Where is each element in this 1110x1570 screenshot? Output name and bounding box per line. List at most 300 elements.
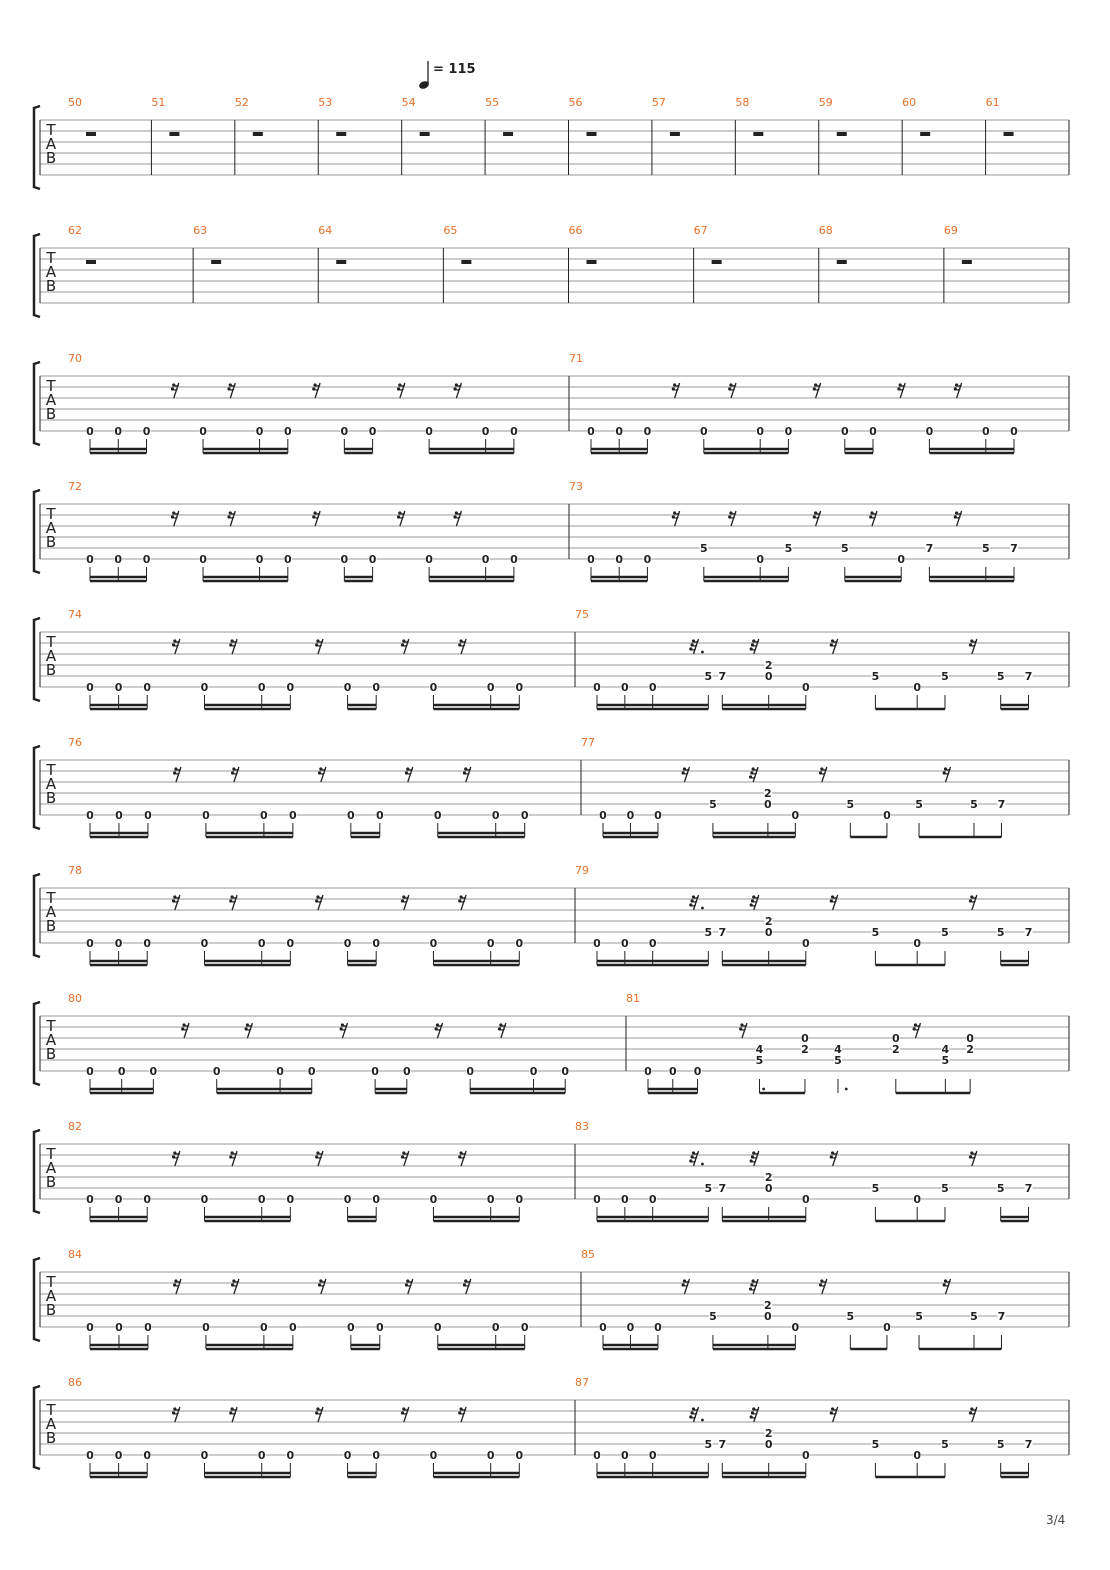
fret-number: 0 [212,1065,221,1078]
fret-number: 0 [515,1449,524,1462]
rest-flag-dot [969,1155,972,1158]
fret-number: 0 [654,1321,662,1334]
tab-clef-letter: A [45,1415,57,1433]
fret-number: 0 [86,1065,94,1078]
tab-clef-letter: B [45,789,57,807]
fret-number: 0 [648,1193,657,1206]
rest-flag-dot [231,1407,234,1410]
rest-flag-dot [691,1411,694,1414]
rest-flag-dot [173,771,176,774]
rest-flag-dot [229,383,232,386]
fret-number: 0 [515,681,524,694]
rest-flag-dot [970,895,973,898]
fret-number: 0 [913,681,921,694]
rest-flag-dot [751,643,754,646]
rest-flag-dot [229,511,232,514]
rest-flag-dot [683,1279,686,1282]
measure-number: 80 [68,992,82,1005]
fret-number: 0 [286,681,295,694]
tab-clef-letter: A [45,647,57,665]
fret-number: 0 [368,425,377,438]
fret-number: 0 [86,1449,94,1462]
rest-flag-dot [402,639,405,642]
measure-number: 73 [569,480,583,493]
rest-flag-dot [830,1155,833,1158]
fret-number: 5 [981,542,990,555]
fret-number: 5 [704,926,713,939]
rest-flag-dot [750,1415,753,1418]
fret-number: 0 [466,1065,474,1078]
rest-flag-dot [672,387,675,390]
fret-number: 0 [668,1065,677,1078]
fret-number: 0 [621,1449,629,1462]
rest-flag-dot [171,515,174,518]
rest-flag-dot [729,511,732,514]
tab-system [34,352,1069,453]
rest-flag-dot [318,1283,321,1286]
fret-number: 0 [144,1321,152,1334]
rest-flag-dot [318,771,321,774]
rest-flag-dot [820,1279,823,1282]
fret-number: 0 [593,1449,601,1462]
tab-system [34,864,1069,965]
measure-number: 76 [68,736,82,749]
fret-number: 0 [255,425,264,438]
tab-clef-letter: A [45,391,57,409]
measure-number: 58 [735,96,750,109]
tab-clef-letter: T [46,1145,56,1163]
fret-number: 5 [846,798,855,811]
rest-flag-dot [315,899,318,902]
rest-flag-dot [813,515,816,518]
system-brace [34,362,40,445]
fret-number: 4 [834,1043,842,1056]
fret-number: 0 [433,809,442,822]
measure-number: 84 [68,1248,82,1261]
rest-flag-dot [464,767,467,770]
tab-system [34,480,1069,581]
tab-clef-letter: B [45,1045,57,1063]
rest-flag-dot [458,1155,461,1158]
rest-flag-dot [229,1411,232,1414]
whole-rest [336,132,346,136]
measure-number: 61 [985,96,1000,109]
fret-number: 5 [941,670,949,683]
fret-number: 0 [913,1449,921,1462]
rest-flag-dot [341,1023,344,1026]
fret-number: 5 [834,1054,842,1067]
rest-flag-dot [899,383,902,386]
fret-number: 0 [515,1193,524,1206]
tab-clef-letter: B [45,277,57,295]
rest-flag-dot [913,1027,916,1030]
rest-flag-dot [231,639,234,642]
rest-flag-dot [749,1287,752,1290]
fret-number: 0 [869,425,877,438]
fret-number: 0 [143,1449,152,1462]
fret-number: 0 [343,1449,352,1462]
tab-clef-letter: T [46,761,56,779]
fret-number: 0 [913,937,921,950]
fret-number: 7 [1024,1438,1033,1451]
whole-rest [670,132,680,136]
rest-flag-dot [312,515,315,518]
tab-clef-letter: A [45,1159,57,1177]
rest-flag-dot [182,1023,185,1026]
tab-clef-letter: A [45,1287,57,1305]
fret-number: 5 [941,1438,949,1451]
fret-number: 0 [143,681,152,694]
rest-flag-dot [172,1155,175,1158]
fret-number: 5 [871,1182,880,1195]
rest-flag-dot [315,1155,318,1158]
tab-clef-letter: B [45,1173,57,1191]
tab-clef-letter: T [46,1401,56,1419]
fret-number: 0 [626,1321,635,1334]
system-brace [34,746,40,829]
rest-flag-dot [728,387,731,390]
rest-flag-dot [954,387,957,390]
rest-flag-dot [174,767,177,770]
fret-number: 2 [891,1043,900,1056]
measure-number: 77 [581,736,595,749]
fret-number: 0 [289,1321,297,1334]
tab-system [34,1376,1069,1477]
rest-flag-dot [173,1283,176,1286]
rest-flag-dot [231,1283,234,1286]
fret-number: 0 [340,425,349,438]
rest-flag-dot [455,383,458,386]
tab-clef-letter: A [45,775,57,793]
rest-flag-dot [970,1151,973,1154]
rest-flag-dot [682,1283,685,1286]
rest-flag-dot [673,511,676,514]
fret-number: 0 [654,809,662,822]
rest-flag-dot [173,1407,176,1410]
rest-flag-dot [174,1279,177,1282]
rest-flag-dot [453,387,456,390]
system-brace [34,1002,40,1085]
fret-number: 7 [997,1310,1006,1323]
rest-flag-dot [751,1155,754,1158]
fret-number: 0 [425,553,433,566]
measure-number: 67 [693,224,708,237]
tab-clef-letter: T [46,505,56,523]
tab-clef-letter: T [46,1273,56,1291]
fret-number: 0 [883,809,891,822]
rest-flag-dot [689,1159,692,1162]
fret-number: 0 [200,681,209,694]
system-brace [34,618,40,701]
rest-flag-dot [944,1279,947,1282]
fret-number: 0 [346,809,355,822]
tab-clef-letter: B [45,1301,57,1319]
measure-number: 68 [818,224,833,237]
rest-flag-dot [401,899,404,902]
fret-number: 0 [199,553,207,566]
tab-system [34,224,1069,317]
rest-flag-dot [813,387,816,390]
fret-number: 0 [257,1449,266,1462]
tab-clef-letter: T [46,633,56,651]
rest-flag-dot [173,639,176,642]
fret-number: 5 [840,542,849,555]
whole-rest [211,260,221,264]
rest-flag-dot [227,515,230,518]
whole-rest [420,132,430,136]
tab-clef-letter: T [46,377,56,395]
measure-number: 86 [68,1376,82,1389]
rest-flag-dot [831,1151,834,1154]
measure-number: 56 [568,96,583,109]
system-brace [34,234,40,317]
fret-number: 0 [372,1449,381,1462]
fret-number: 0 [346,1321,355,1334]
fret-number: 0 [375,809,384,822]
fret-number: 0 [510,553,518,566]
fret-number: 5 [704,1438,713,1451]
fret-number: 0 [897,553,906,566]
fret-number: 0 [481,553,490,566]
tab-clef-letter: T [46,121,56,139]
whole-rest [837,260,847,264]
fret-number: 0 [791,809,800,822]
fret-number: 5 [846,1310,855,1323]
rest-flag-dot [672,515,675,518]
rest-flag-dot [752,1151,755,1154]
fret-number: 0 [343,937,352,950]
fret-number: 0 [307,1065,316,1078]
rest-flag-dot [398,511,401,514]
rest-flag-dot [246,1023,249,1026]
rest-flag-dot [458,1411,461,1414]
rest-flag-dot [232,1279,235,1282]
fret-number: 0 [515,937,524,950]
fret-number: 0 [200,1449,209,1462]
tab-clef-letter: A [45,135,57,153]
tab-system [34,1248,1069,1349]
rest-flag-dot [831,639,834,642]
fret-number: 0 [615,553,624,566]
measure-number: 85 [581,1248,595,1261]
whole-rest [86,260,96,264]
fret-number: 0 [764,1438,773,1451]
system-brace [34,1258,40,1341]
fret-number: 0 [142,553,151,566]
fret-number: 0 [343,1193,352,1206]
rest-flag-dot [897,387,900,390]
fret-number: 5 [941,1182,949,1195]
rest-flag-dot [749,775,752,778]
fret-number: 0 [433,1321,442,1334]
rest-flag-dot [405,1283,408,1286]
fret-number: 0 [340,553,349,566]
measure-number: 79 [575,864,589,877]
fret-number: 0 [486,681,495,694]
fret-number: 0 [913,1193,921,1206]
measure-number: 55 [485,96,500,109]
fret-number: 0 [255,553,264,566]
measure-number: 59 [818,96,833,109]
fret-number: 0 [491,809,500,822]
rest-flag-dot [819,1283,822,1286]
rest-flag-dot [401,643,404,646]
tab-clef-letter: B [45,149,57,167]
system-brace [34,1386,40,1469]
rest-flag-dot [171,387,174,390]
whole-rest [461,260,471,264]
rest-flag-dot [232,767,235,770]
measure-number: 74 [68,608,82,621]
fret-number: 0 [200,937,209,950]
rest-flag-dot [944,767,947,770]
rest-flag-dot [740,1023,743,1026]
fret-number: 7 [997,798,1006,811]
fret-number: 0 [801,937,810,950]
measure-number: 57 [651,96,666,109]
rest-flag-dot [673,383,676,386]
rest-flag-dot [870,511,873,514]
fret-number: 0 [142,425,151,438]
fret-number: 0 [520,1321,529,1334]
rest-flag-dot [453,515,456,518]
rest-flag-dot [831,1407,834,1410]
fret-number: 0 [114,681,123,694]
rest-flag-dot [402,1151,405,1154]
fret-number: 0 [429,1449,438,1462]
measure-number: 53 [318,96,333,109]
fret-number: 0 [200,1193,209,1206]
measure-number: 69 [943,224,958,237]
measure-number: 82 [68,1120,82,1133]
rest-flag-dot [312,387,315,390]
fret-number: 0 [86,1321,94,1334]
fret-number: 7 [1024,926,1033,939]
rest-flag-dot [172,383,175,386]
measure-number: 62 [68,224,82,237]
rest-dot [701,1419,704,1422]
fret-number: 0 [289,809,297,822]
rest-flag-dot [752,767,755,770]
rest-flag-dot [830,899,833,902]
rest-flag-dot [315,643,318,646]
fret-number: 0 [143,1193,152,1206]
fret-number: 0 [286,1449,295,1462]
fret-number: 5 [941,1054,950,1067]
measure-number: 78 [68,864,82,877]
rest-dot [701,651,704,654]
fret-number: 2 [764,1299,772,1312]
fret-number: 0 [981,425,990,438]
whole-rest [587,132,597,136]
measure-number: 72 [68,480,82,493]
fret-number: 0 [615,425,624,438]
fret-number: 4 [755,1043,764,1056]
fret-number: 5 [941,926,949,939]
tab-system [34,1120,1069,1221]
fret-number: 2 [764,915,773,928]
fret-number: 0 [375,1321,384,1334]
tempo-text: = 115 [433,62,476,77]
rest-flag-dot [830,643,833,646]
rest-flag-dot [227,387,230,390]
fret-number: 0 [966,1032,974,1045]
rest-flag-dot [970,639,973,642]
rest-flag-dot [319,767,322,770]
whole-rest [920,132,930,136]
tab-clef-letter: B [45,533,57,551]
fret-number: 0 [593,937,601,950]
fret-number: 0 [115,1321,123,1334]
rest-flag-dot [316,895,319,898]
fret-number: 0 [86,425,94,438]
fret-number: 0 [621,1193,629,1206]
rest-flag-dot [319,1279,322,1282]
fret-number: 0 [801,1032,809,1045]
rest-flag-dot [970,1407,973,1410]
whole-rest [962,260,972,264]
rest-flag-dot [689,1415,692,1418]
measure-number: 66 [568,224,583,237]
rest-flag-dot [751,899,754,902]
fret-number: 2 [801,1043,809,1056]
measure-number: 64 [318,224,333,237]
rest-flag-dot [752,639,755,642]
rest-flag-dot [316,1407,319,1410]
fret-number: 0 [764,798,772,811]
rest-flag-dot [405,771,408,774]
fret-number: 0 [791,1321,800,1334]
fret-number: 0 [260,809,268,822]
fret-number: 5 [871,1438,880,1451]
rest-flag-dot [315,1411,318,1414]
tab-system [34,992,1069,1093]
fret-number: 2 [764,1171,773,1184]
rest-flag-dot [455,511,458,514]
rest-flag-dot [397,515,400,518]
fret-number: 7 [1010,542,1018,555]
fret-number: 0 [764,670,773,683]
measure-number: 60 [902,96,917,109]
whole-rest [253,132,263,136]
fret-number: 5 [871,670,880,683]
rest-flag-dot [458,643,461,646]
fret-number: 5 [871,926,880,939]
fret-number: 5 [996,1438,1005,1451]
rest-flag-dot [172,643,175,646]
fret-number: 0 [117,1065,126,1078]
measure-number: 52 [234,96,249,109]
rest-flag-dot [231,1151,234,1154]
rest-flag-dot [459,639,462,642]
rest-flag-dot [316,1151,319,1154]
rest-flag-dot [689,647,692,650]
fret-number: 0 [372,681,381,694]
rest-dot [701,907,704,910]
rest-flag-dot [943,1283,946,1286]
fret-number: 5 [915,798,923,811]
tab-clef-letter: A [45,263,57,281]
rest-flag-dot [499,1023,502,1026]
fret-number: 0 [756,553,765,566]
rest-flag-dot [728,515,731,518]
fret-number: 0 [891,1032,900,1045]
tab-clef-letter: B [45,405,57,423]
fret-number: 0 [114,425,123,438]
rest-flag-dot [402,1407,405,1410]
measure-number: 63 [193,224,208,237]
fret-number: 0 [202,809,210,822]
